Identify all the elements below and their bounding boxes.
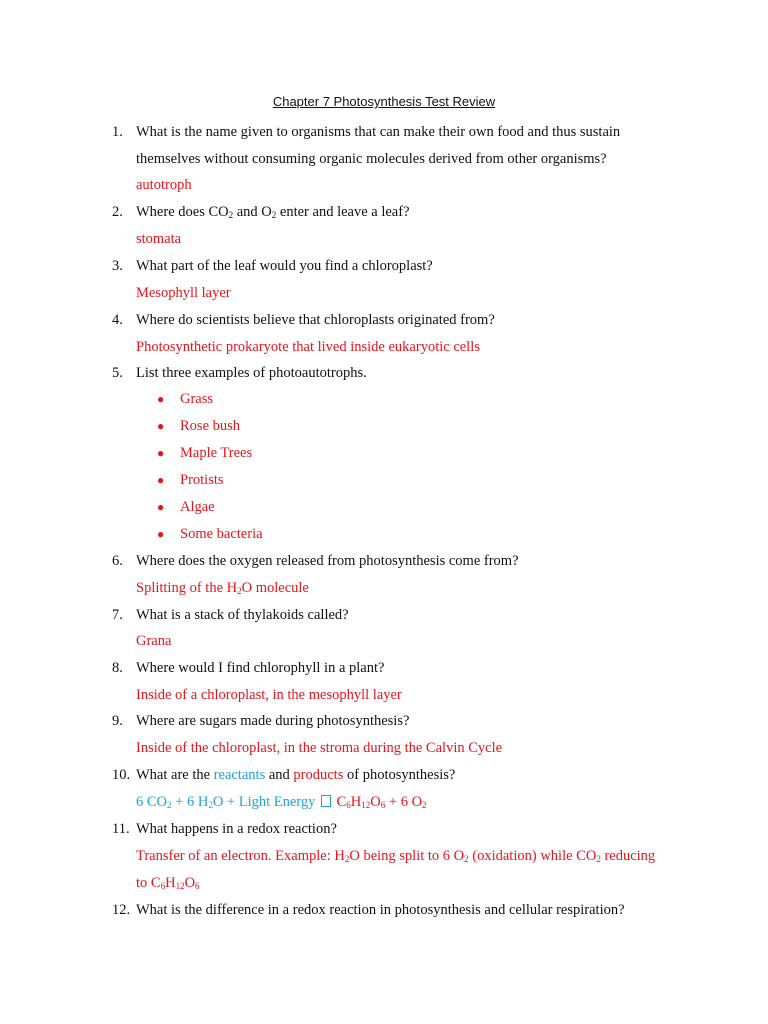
question-text: Where would I find chlorophyll in a plant? bbox=[136, 660, 385, 676]
arrow-glyph-icon bbox=[321, 795, 331, 807]
answer-text: Splitting of the $H_2O$ molecule bbox=[136, 580, 309, 596]
question-text: What is a stack of thylakoids called? bbox=[136, 607, 349, 623]
answer-text: autotroph bbox=[136, 177, 192, 193]
question-number: 9. bbox=[112, 713, 123, 729]
answer-text: Photosynthetic prokaryote that lived inside eukaryotic cells bbox=[136, 339, 480, 355]
list-item-text: Algae bbox=[180, 499, 215, 515]
list-item-text: Maple Trees bbox=[180, 445, 253, 461]
question-number: 3. bbox=[112, 258, 123, 274]
bullet-icon: ● bbox=[157, 446, 165, 460]
question-text: What are the reactants and products of photosynthesis? bbox=[136, 767, 456, 783]
answer-text: Grana bbox=[136, 633, 172, 649]
question-number: 10. bbox=[112, 767, 131, 783]
bullet-icon: ● bbox=[157, 500, 165, 514]
question-number: 7. bbox=[112, 607, 123, 623]
question-number: 6. bbox=[112, 553, 123, 569]
question-text: What is the name given to organisms that can make their own food and thus sustain bbox=[136, 124, 621, 140]
bullet-icon: ● bbox=[157, 527, 165, 541]
question-number: 5. bbox=[112, 365, 123, 381]
question-text: What is the difference in a redox reaction in photosynthesis and cellular respiration? bbox=[136, 902, 625, 918]
answer-text: Inside of a chloroplast, in the mesophyll layer bbox=[136, 687, 402, 703]
list-item-text: Grass bbox=[180, 391, 214, 407]
question-number: 4. bbox=[112, 312, 123, 328]
answer-text: Inside of the chloroplast, in the stroma during the Calvin Cycle bbox=[136, 740, 503, 756]
bullet-icon: ● bbox=[157, 473, 165, 487]
question-number: 12. bbox=[112, 902, 131, 918]
answer-text: Transfer of an electron. Example: $H_2O$ being split to 6 $O_2$ (oxidation) while $CO_2$ reducing bbox=[136, 848, 656, 864]
question-number: 1. bbox=[112, 124, 123, 140]
bullet-icon: ● bbox=[157, 419, 165, 433]
answer-text: to $C_6H_{12}O_6$ bbox=[136, 875, 200, 891]
question-text: Where does $CO_2$ and $O_2$ enter and leave a leaf? bbox=[136, 204, 410, 220]
question-number: 2. bbox=[112, 204, 123, 220]
question-text: themselves without consuming organic molecules derived from other organisms? bbox=[136, 151, 607, 167]
list-item-text: Some bacteria bbox=[180, 526, 263, 542]
answer-text: Mesophyll layer bbox=[136, 285, 231, 301]
equation-text: 6 $CO_2 + 6$ $H_2O$ + Light Energy $C_6H_{12}O_6 + 6$ $O_2$ bbox=[136, 794, 427, 810]
question-text: Where does the oxygen released from photosynthesis come from? bbox=[136, 553, 519, 569]
list-item-text: Protists bbox=[180, 472, 224, 488]
list-item-text: Rose bush bbox=[180, 418, 241, 434]
question-text: What happens in a redox reaction? bbox=[136, 821, 337, 837]
question-text: Where are sugars made during photosynthesis? bbox=[136, 713, 410, 729]
question-text: What part of the leaf would you find a chloroplast? bbox=[136, 258, 433, 274]
question-text: List three examples of photoautotrophs. bbox=[136, 365, 367, 381]
question-text: Where do scientists believe that chloroplasts originated from? bbox=[136, 312, 495, 328]
question-number: 11. bbox=[112, 821, 130, 837]
answer-text: stomata bbox=[136, 231, 182, 247]
bullet-icon: ● bbox=[157, 392, 165, 406]
question-number: 8. bbox=[112, 660, 123, 676]
page-title: Chapter 7 Photosynthesis Test Review bbox=[272, 94, 496, 109]
